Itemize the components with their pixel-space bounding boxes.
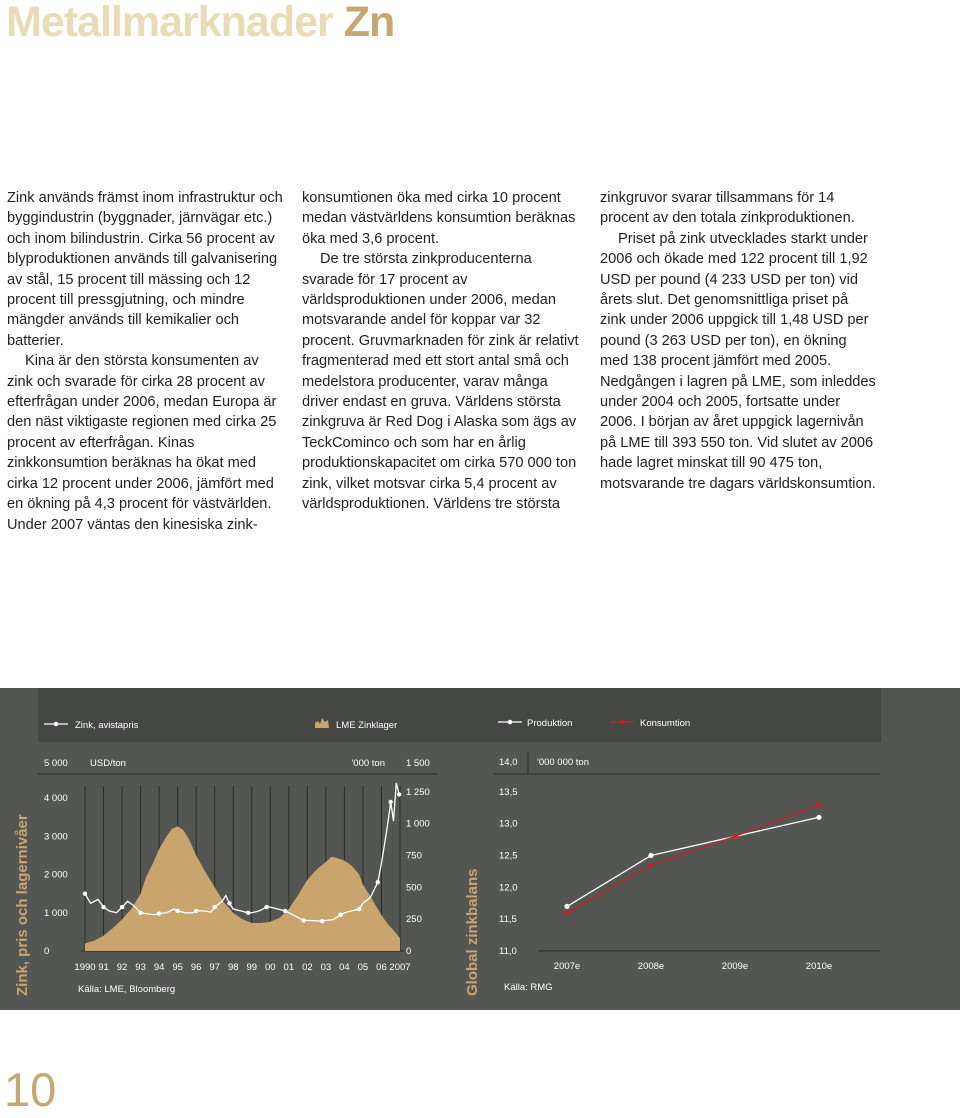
- right-tick-label: 1 500: [406, 758, 430, 769]
- chart-panel: [0, 688, 960, 1010]
- price-point: [283, 909, 287, 913]
- consumption-point: [816, 802, 821, 807]
- price-point: [194, 909, 198, 913]
- right-chart-tick-label: 12,0: [499, 882, 518, 894]
- right-tick-label: 250: [406, 914, 422, 926]
- x-tick-label: 2007: [389, 962, 411, 973]
- right-tick-label: 500: [406, 882, 422, 894]
- left-tick-label: 3 000: [44, 831, 68, 843]
- right-chart-tick-label: 14,0: [499, 757, 518, 768]
- right-source-label: Källa: RMG: [504, 982, 553, 993]
- right-chart-tick-label: 11,5: [499, 914, 517, 926]
- price-point: [357, 907, 361, 911]
- paragraph: Kina är den största konsumenten av zink och svarade för cirka 28 procent av efterfrågan under 2006, medan Europa är den näst viktigaste regionen med cirka 25 procent av efterfrågan. Kinas zinkkonsumtion beräknas ha ökat med cirka 12 procent under 2006, jämfört med en ökning på 4,3 procent för västvärlden. Under 2007 väntas den kinesiska zink-: [7, 353, 277, 533]
- x-tick-label: 96: [190, 962, 202, 973]
- right-category-label: 2008e: [637, 961, 665, 972]
- right-category-label: 2007e: [553, 961, 581, 972]
- paragraph: De tre största zinkproducenterna svarade för 17 procent av världsproduktionen under 2006, medan motsvarande andel för koppar var 32 procent. Gruvmarknaden för zink är relativt fragmenterad med ett stort antal små och medelstora producenter, varav många driver endast en gruva. Världens största zinkgruva är Red Dog i Alaska som ägs av TeckCominco och som har en årlig produktionskapacitet om cirka 570 000 ton zink, vilket motsvar cirka 5,4 procent av världsproduktionen. Världens tre största: [302, 251, 579, 513]
- price-point: [320, 919, 324, 923]
- right-tick-label: 750: [406, 850, 422, 862]
- x-tick-label: 94: [153, 962, 165, 973]
- production-point: [816, 815, 821, 820]
- legend-consumption-marker: [620, 720, 625, 725]
- right-chart-tick-label: 13,5: [499, 786, 518, 798]
- price-point: [83, 892, 87, 896]
- page-title: [6, 0, 394, 50]
- left-unit-label: USD/ton: [90, 758, 126, 769]
- price-point: [157, 911, 161, 915]
- right-chart-unit-label: '000 000 ton: [537, 757, 589, 768]
- page-number: 10: [4, 1063, 57, 1116]
- text-column-1: [7, 188, 285, 535]
- x-tick-label: 99: [246, 962, 258, 973]
- x-tick-label: 95: [172, 962, 183, 973]
- price-point: [175, 909, 179, 913]
- paragraph: konsumtionen öka med cirka 10 procent medan västvärldens konsumtion beräknas öka med 3,6 procent.: [302, 190, 576, 247]
- production-point: [564, 904, 569, 909]
- price-point: [246, 911, 250, 915]
- left-tick-label: 0: [44, 946, 50, 957]
- left-section-label: Zink, pris och lagernivåer: [14, 814, 31, 996]
- legend-header-band: [38, 688, 881, 742]
- right-unit-label: '000 ton: [351, 758, 385, 769]
- paragraph: Zink används främst inom infrastruktur och byggindustrin (byggnader, järnvägar etc.) och inom bilindustrin. Cirka 56 procent av blyproduktionen används till galvanisering av stål, 15 procent till mässing och 12 procent till pressgjutning, och mindre mängder används till kemikalier och batterier.: [7, 190, 283, 349]
- x-tick-label: 98: [227, 962, 239, 973]
- x-tick-label: 97: [209, 962, 220, 973]
- consumption-point: [564, 910, 569, 915]
- charts-svg: [0, 688, 960, 1010]
- right-tick-label: 0: [406, 946, 412, 957]
- right-chart-tick-label: 13,0: [499, 818, 518, 830]
- price-point: [397, 792, 401, 796]
- page-title-main: Metallmarknader: [6, 0, 333, 46]
- right-category-label: 2009e: [721, 961, 749, 972]
- consumption-point: [648, 863, 653, 868]
- price-point: [138, 911, 142, 915]
- price-point: [120, 905, 124, 909]
- right-chart-tick-label: 11,0: [499, 946, 517, 957]
- text-column-3: [600, 188, 878, 494]
- x-tick-label: 03: [320, 962, 332, 973]
- price-point: [339, 913, 343, 917]
- x-tick-label: 92: [116, 962, 128, 973]
- x-tick-label: 04: [339, 962, 350, 973]
- production-point: [648, 853, 653, 858]
- legend-inventory-label: LME Zinklager: [336, 720, 398, 731]
- price-point: [101, 905, 105, 909]
- left-tick-label: 5 000: [44, 758, 68, 769]
- page-title-accent: Zn: [343, 0, 395, 46]
- left-tick-label: 2 000: [44, 869, 68, 881]
- x-tick-label: 93: [135, 962, 146, 973]
- legend-consumption-label: Konsumtion: [640, 718, 691, 729]
- consumption-point: [732, 834, 737, 839]
- x-tick-label: 91: [98, 962, 109, 973]
- x-tick-label: 01: [283, 962, 295, 973]
- x-tick-label: 02: [302, 962, 313, 973]
- price-point: [301, 918, 305, 922]
- x-tick-label: 05: [357, 962, 369, 973]
- right-category-label: 2010e: [805, 961, 833, 972]
- right-tick-label: 1 250: [406, 786, 430, 798]
- paragraph: zinkgruvor svarar tillsammans för 14 procent av den totala zinkproduktionen.: [600, 190, 855, 227]
- legend-production-marker: [508, 720, 513, 725]
- right-chart-tick-label: 12,5: [499, 850, 518, 862]
- legend-production-label: Produktion: [527, 718, 573, 729]
- price-point: [376, 880, 380, 884]
- left-source-label: Källa: LME, Bloomberg: [78, 984, 176, 995]
- x-tick-label: 1990: [74, 962, 96, 973]
- right-tick-label: 1 000: [406, 818, 430, 830]
- price-point: [264, 905, 268, 909]
- price-point: [389, 800, 393, 804]
- legend-price-marker: [54, 722, 59, 727]
- text-column-2: [302, 188, 580, 515]
- paragraph: Priset på zink utvecklades starkt under 2006 och ökade med 122 procent till 1,92 USD per pound (4 233 USD per ton) vid årets slut. Det genomsnittliga priset på zink under 2006 uppgick till 1,48 USD per pound (3 263 USD per ton), en ökning med 138 procent jämfört med 2005. Nedgången i lagren på LME, som inleddes under 2004 och 2005, fortsatte under 2006. I början av året uppgick lagernivån på LME till 393 550 ton. Vid slutet av 2006 hade lagret minskat till 90 475 ton, motsvarande tre dagars världskonsumtion.: [600, 230, 876, 492]
- price-point: [213, 905, 217, 909]
- right-section-label: Global zinkbalans: [464, 868, 481, 996]
- legend-price-label: Zink, avistapris: [75, 720, 139, 731]
- x-tick-label: 00: [265, 962, 276, 973]
- x-tick-label: 06: [376, 962, 387, 973]
- left-tick-label: 1 000: [44, 907, 68, 919]
- left-tick-label: 4 000: [44, 793, 68, 805]
- price-point: [227, 901, 231, 905]
